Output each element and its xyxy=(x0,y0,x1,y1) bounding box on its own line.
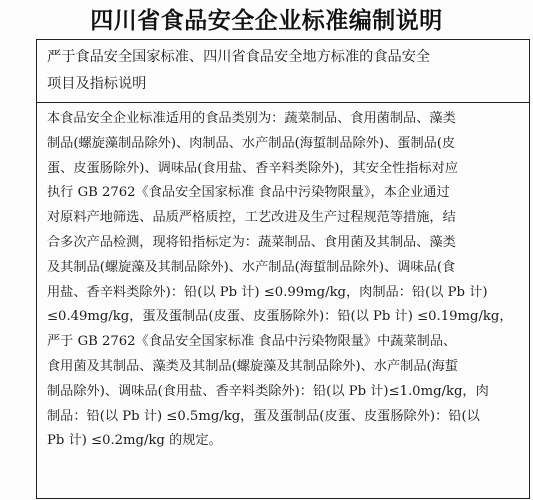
body-line: ≤0.49mg/kg，蛋及蛋制品(皮蛋、皮蛋肠除外)：铅(以 Pb 计) ≤0.19mg/kg， xyxy=(47,309,513,325)
header-line: 严于食品安全国家标准、四川省食品安全地方标准的食品安全 xyxy=(47,49,431,65)
body-line: 制品(螺旋藻制品除外)、肉制品、水产制品(海蜇制品除外)、蛋制品(皮 xyxy=(47,135,456,151)
body-line: 食用菌及其制品、藻类及其制品(螺旋藻及其制品除外)、水产制品(海蜇 xyxy=(47,358,459,374)
body-line: 合多次产品检测，现将铅指标定为：蔬菜制品、食用菌及其制品、藻类 xyxy=(47,234,456,250)
body-line: 执行 GB 2762《食品安全国家标准 食品中污染物限量》，本企业通过 xyxy=(47,185,450,201)
body-line: 对原料产地筛选、品质严格质控，工艺改进及生产过程规范等措施，结 xyxy=(47,210,456,226)
standard-table xyxy=(36,39,530,499)
document-title: 四川省食品安全企业标准编制说明 xyxy=(90,8,443,34)
table-header-cell xyxy=(37,40,529,103)
body-line: 本食品安全企业标准适用的食品类别为：蔬菜制品、食用菌制品、藻类 xyxy=(47,111,456,126)
body-line: 用盐、香辛料类除外)：铅(以 Pb 计) ≤0.99mg/kg，肉制品：铅(以 Pb 计) xyxy=(47,284,488,300)
body-line: 及其制品(螺旋藻及其制品除外)、水产制品(海蜇制品除外)、调味品(食 xyxy=(47,259,456,275)
body-line: 严于 GB 2762《食品安全国家标准 食品中污染物限量》中蔬菜制品、 xyxy=(47,334,457,350)
body-line: 蛋、皮蛋肠除外)、调味品(食用盐、香辛料类除外)，其安全性指标对应 xyxy=(47,160,459,176)
body-line: 制品除外)、调味品(食用盐、香辛料类除外)：铅(以 Pb 计)≤1.0mg/kg，肉 xyxy=(47,383,489,399)
header-line: 项目及指标说明 xyxy=(47,76,147,92)
body-line: Pb 计) ≤0.2mg/kg 的规定。 xyxy=(47,433,222,449)
body-line: 制品：铅(以 Pb 计) ≤0.5mg/kg，蛋及蛋制品(皮蛋、皮蛋肠除外)：铅(以 xyxy=(47,408,480,424)
table-body-cell xyxy=(37,103,529,500)
